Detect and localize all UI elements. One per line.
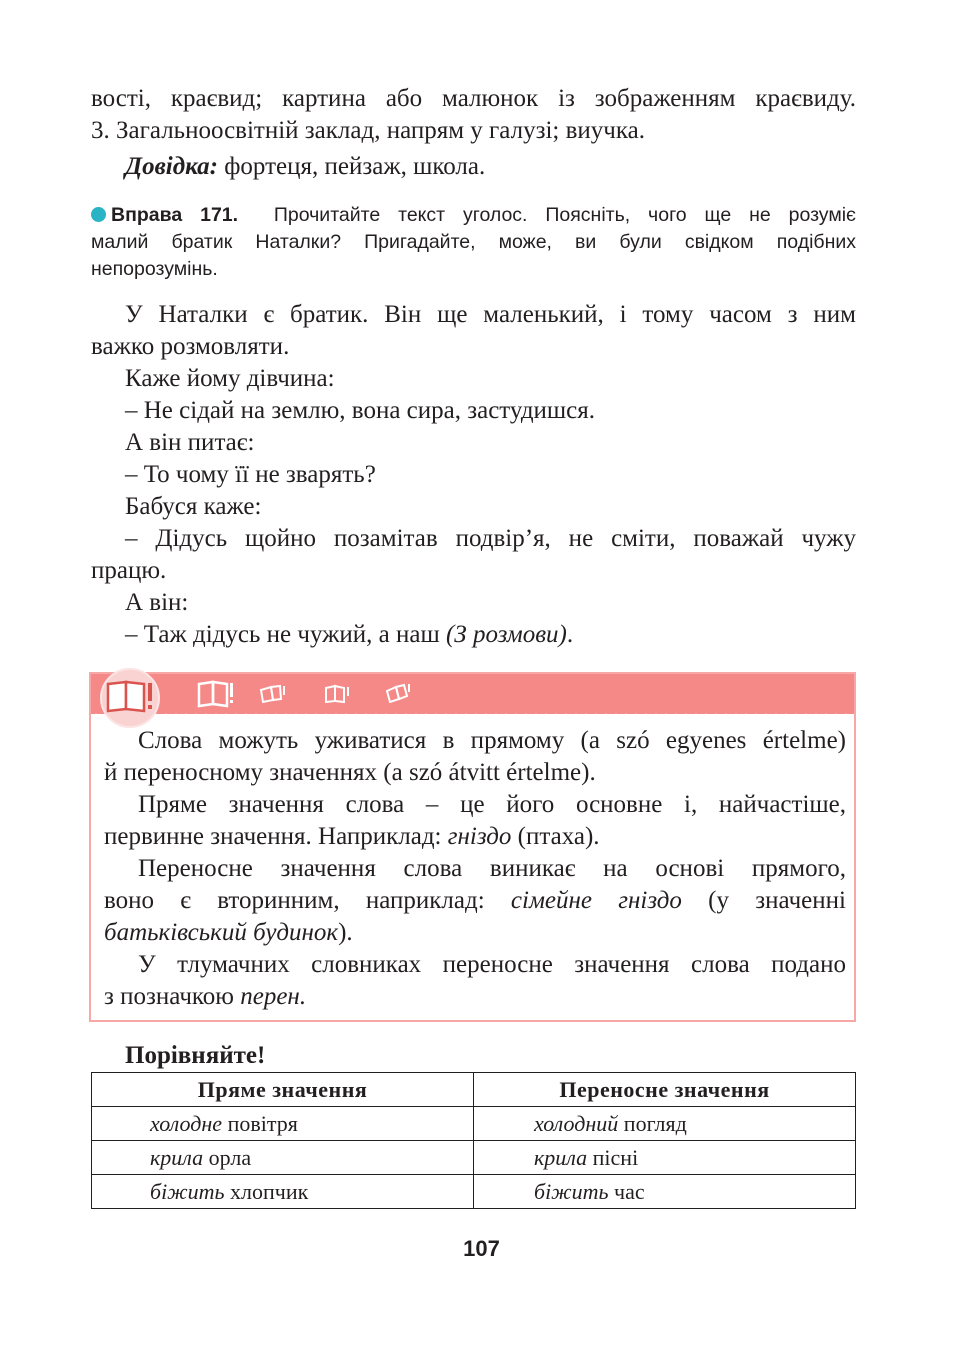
scallop-edge xyxy=(91,710,854,718)
open-book-icon xyxy=(385,683,413,703)
page-number: 107 xyxy=(463,1236,500,1261)
story-line: працю. xyxy=(91,557,167,584)
story-line: Бабуся каже: xyxy=(125,493,262,520)
open-book-icon xyxy=(259,684,287,704)
exercise-title: Вправа 171. xyxy=(111,204,239,226)
book-exclamation-icon xyxy=(197,680,237,708)
text-line: 3. Загальноосвітній заклад, напрям у галузі; виучка. xyxy=(91,117,645,144)
story-line: Каже йому дівчина: xyxy=(125,365,335,392)
story-line: – Таж дідусь не чужий, а наш (З розмови). xyxy=(125,621,574,648)
rule-line: воно є вторинним, наприклад: сімейне гніздо (у значенні xyxy=(104,887,846,914)
rule-line: батьківський будинок). xyxy=(104,919,353,946)
source-note: (З розмови) xyxy=(445,621,567,648)
table-cell: біжить хлопчик xyxy=(92,1175,474,1209)
rule-box xyxy=(89,672,856,1022)
hint-label: Довідка: xyxy=(125,153,218,180)
rule-line: первинне значення. Наприклад: гніздо (птаха). xyxy=(104,823,600,850)
table-row xyxy=(92,1175,856,1209)
exercise-text: малий братик Наталки? Пригадайте, може, ви були свідком подібних xyxy=(91,231,856,253)
exercise-text: Прочитайте текст уголос. Поясніть, чого ще не розуміє xyxy=(273,204,857,226)
rule-line: Пряме значення слова – це його основне і, найчастіше, xyxy=(138,791,846,818)
comparison-table xyxy=(91,1072,856,1209)
table-row xyxy=(92,1107,856,1141)
open-book-icon xyxy=(324,684,352,704)
story-line: – Дідусь щойно позамітав подвір’я, не сміти, поважай чужу xyxy=(125,525,856,552)
table-header-row xyxy=(92,1073,856,1107)
compare-title: Порівняйте! xyxy=(125,1042,266,1069)
table-cell: крила пісні xyxy=(474,1141,856,1175)
table-cell: холодне повітря xyxy=(92,1107,474,1141)
story-line: А він питає: xyxy=(125,429,255,456)
rule-line: з позначкою перен. xyxy=(104,983,307,1010)
story-line: – Не сідай на землю, вона сира, застудишся. xyxy=(125,397,596,424)
table-cell: холодний погляд xyxy=(474,1107,856,1141)
column-header: Пряме значення xyxy=(92,1073,474,1107)
book-exclamation-icon xyxy=(105,678,157,714)
bullet-icon xyxy=(91,207,106,222)
table-cell: крила орла xyxy=(92,1141,474,1175)
story-line: А він: xyxy=(125,589,189,616)
rule-line: У тлумачних словниках переносне значення слова подано xyxy=(138,951,846,978)
story-line: – То чому її не зварять? xyxy=(125,461,376,488)
exercise-block xyxy=(91,202,856,283)
story-line: важко розмовляти. xyxy=(91,333,290,360)
text-line: вості, краєвид; картина або малюнок із зображенням краєвиду. xyxy=(91,85,856,112)
table-cell: біжить час xyxy=(474,1175,856,1209)
hint-line xyxy=(125,151,856,183)
story-line: У Наталки є братик. Він ще маленький, і тому часом з ним xyxy=(125,301,856,328)
table-row xyxy=(92,1141,856,1175)
exercise-text: непорозумінь. xyxy=(91,258,218,280)
rule-line: й переносному значеннях (a szó átvitt értelme). xyxy=(104,759,596,786)
rule-line: Переносне значення слова виникає на основі прямого, xyxy=(138,855,846,882)
rule-line: Слова можуть уживатися в прямому (a szó egyenes értelme) xyxy=(138,727,846,754)
hint-text: фортеця, пейзаж, школа. xyxy=(217,153,486,180)
column-header: Переносне значення xyxy=(474,1073,856,1107)
